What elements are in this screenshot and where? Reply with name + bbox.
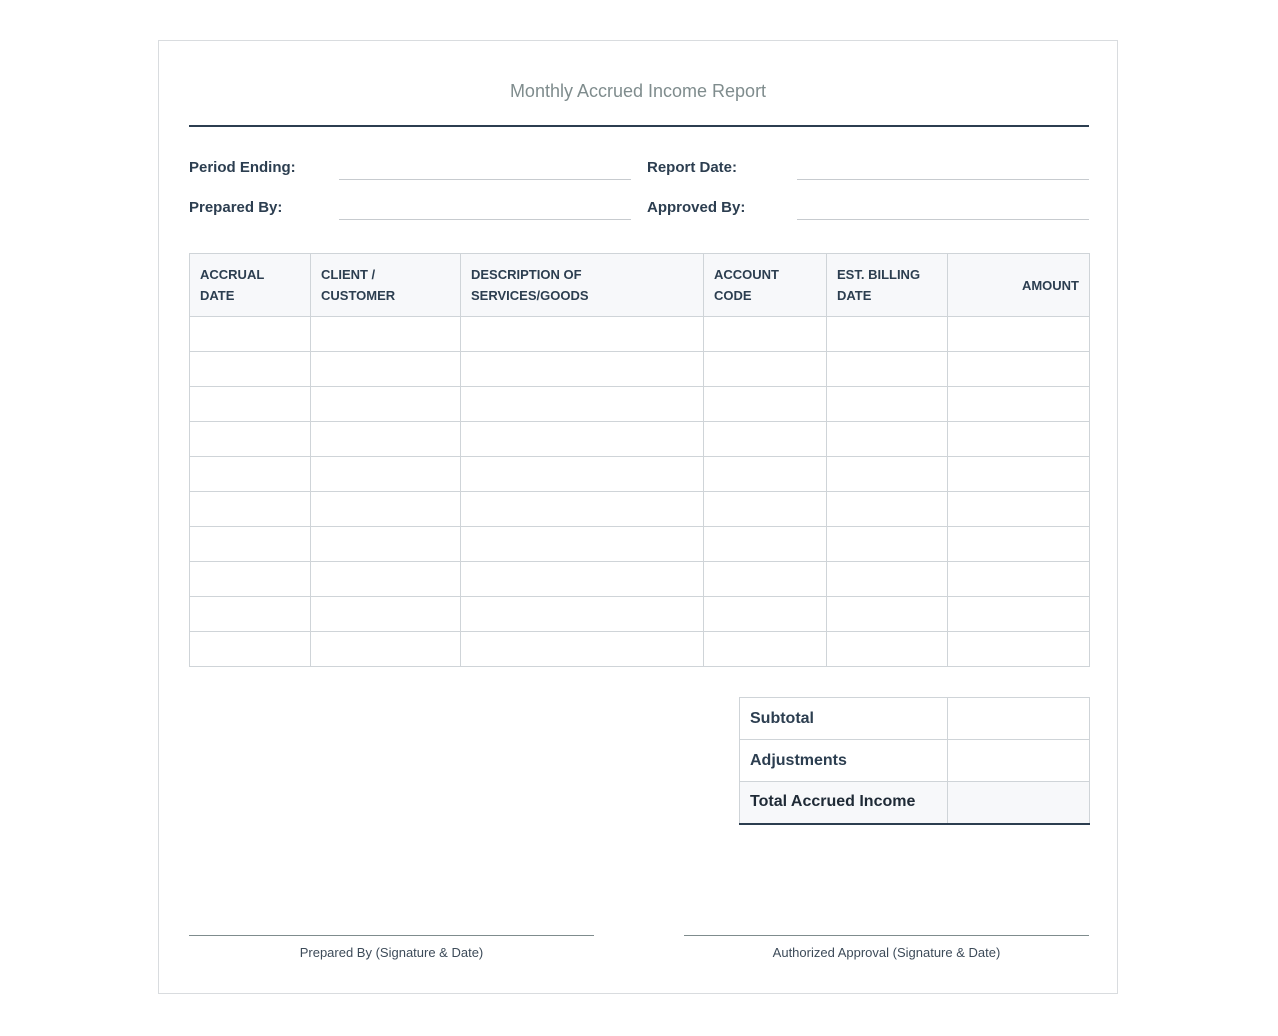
table-cell[interactable] (311, 317, 461, 352)
table-cell[interactable] (704, 527, 827, 562)
total-value[interactable] (948, 782, 1090, 824)
table-cell[interactable] (311, 492, 461, 527)
period-ending-field[interactable] (339, 179, 631, 180)
table-row (190, 317, 1090, 352)
table-cell[interactable] (704, 317, 827, 352)
table-row (190, 527, 1090, 562)
subtotal-value[interactable] (948, 698, 1090, 740)
table-cell[interactable] (704, 562, 827, 597)
period-ending-label: Period Ending: (189, 159, 296, 176)
table-cell[interactable] (190, 562, 311, 597)
approval-signature (684, 935, 1089, 960)
table-cell[interactable] (704, 632, 827, 667)
table-header-row (190, 254, 1090, 317)
table-cell[interactable] (461, 527, 704, 562)
report-date-field[interactable] (797, 179, 1089, 180)
table-cell[interactable] (827, 317, 948, 352)
meta-row-period (189, 153, 1089, 183)
table-row (190, 387, 1090, 422)
subtotal-label: Subtotal (740, 698, 948, 740)
table-cell[interactable] (190, 422, 311, 457)
table-row (190, 632, 1090, 667)
table-cell[interactable] (948, 597, 1090, 632)
table-cell[interactable] (311, 352, 461, 387)
column-header-client: CLIENT / CUSTOMER (311, 254, 461, 317)
table-cell[interactable] (461, 422, 704, 457)
table-cell[interactable] (948, 317, 1090, 352)
table-cell[interactable] (190, 387, 311, 422)
table-cell[interactable] (948, 422, 1090, 457)
total-row (740, 782, 1090, 824)
table-cell[interactable] (704, 387, 827, 422)
prepared-signature (189, 935, 594, 960)
table-cell[interactable] (827, 562, 948, 597)
table-cell[interactable] (948, 457, 1090, 492)
table-row (190, 492, 1090, 527)
table-cell[interactable] (190, 527, 311, 562)
column-header-account-code: ACCOUNT CODE (704, 254, 827, 317)
totals-table (739, 697, 1090, 825)
table-cell[interactable] (704, 422, 827, 457)
table-cell[interactable] (190, 352, 311, 387)
table-cell[interactable] (827, 492, 948, 527)
table-cell[interactable] (190, 457, 311, 492)
table-cell[interactable] (704, 457, 827, 492)
table-cell[interactable] (311, 457, 461, 492)
prepared-by-label: Prepared By: (189, 199, 283, 216)
table-row (190, 422, 1090, 457)
table-cell[interactable] (827, 457, 948, 492)
table-cell[interactable] (461, 597, 704, 632)
table-cell[interactable] (461, 352, 704, 387)
table-cell[interactable] (311, 422, 461, 457)
prepared-signature-label: Prepared By (Signature & Date) (299, 945, 484, 960)
table-cell[interactable] (948, 632, 1090, 667)
table-cell[interactable] (948, 492, 1090, 527)
table-cell[interactable] (461, 457, 704, 492)
table-cell[interactable] (461, 492, 704, 527)
table-cell[interactable] (311, 632, 461, 667)
report-sheet (158, 40, 1118, 994)
table-cell[interactable] (704, 352, 827, 387)
table-cell[interactable] (827, 632, 948, 667)
approved-by-field[interactable] (797, 219, 1089, 220)
table-row (190, 562, 1090, 597)
table-cell[interactable] (704, 492, 827, 527)
table-cell[interactable] (948, 387, 1090, 422)
table-cell[interactable] (827, 597, 948, 632)
table-row (190, 597, 1090, 632)
meta-row-prepared (189, 193, 1089, 223)
column-header-description: DESCRIPTION OF SERVICES/GOODS (461, 254, 704, 317)
table-cell[interactable] (704, 597, 827, 632)
table-cell[interactable] (190, 317, 311, 352)
approval-signature-label: Authorized Approval (Signature & Date) (772, 945, 1001, 960)
table-cell[interactable] (827, 352, 948, 387)
table-cell[interactable] (311, 387, 461, 422)
prepared-signature-line[interactable] (189, 935, 594, 936)
table-row (190, 457, 1090, 492)
table-cell[interactable] (311, 562, 461, 597)
subtotal-row (740, 698, 1090, 740)
table-cell[interactable] (311, 597, 461, 632)
report-title: Monthly Accrued Income Report (509, 81, 767, 101)
table-cell[interactable] (461, 562, 704, 597)
table-cell[interactable] (827, 527, 948, 562)
total-label: Total Accrued Income (740, 782, 948, 824)
table-cell[interactable] (190, 632, 311, 667)
table-cell[interactable] (948, 352, 1090, 387)
approval-signature-line[interactable] (684, 935, 1089, 936)
adjustments-row (740, 740, 1090, 782)
column-header-amount: AMOUNT (948, 254, 1090, 317)
accrual-table (189, 253, 1090, 667)
table-cell[interactable] (948, 527, 1090, 562)
prepared-by-field[interactable] (339, 219, 631, 220)
table-cell[interactable] (827, 387, 948, 422)
approved-by-label: Approved By: (647, 199, 746, 216)
adjustments-label: Adjustments (740, 740, 948, 782)
table-cell[interactable] (461, 317, 704, 352)
table-cell[interactable] (461, 387, 704, 422)
table-cell[interactable] (190, 492, 311, 527)
table-cell[interactable] (190, 597, 311, 632)
table-cell[interactable] (311, 527, 461, 562)
table-row (190, 352, 1090, 387)
table-cell[interactable] (948, 562, 1090, 597)
column-header-accrual-date: ACCRUAL DATE (190, 254, 311, 317)
adjustments-value[interactable] (948, 740, 1090, 782)
column-header-billing-date: EST. BILLING DATE (827, 254, 948, 317)
report-date-label: Report Date: (647, 159, 738, 176)
table-cell[interactable] (827, 422, 948, 457)
title-divider (189, 125, 1089, 127)
table-cell[interactable] (461, 632, 704, 667)
